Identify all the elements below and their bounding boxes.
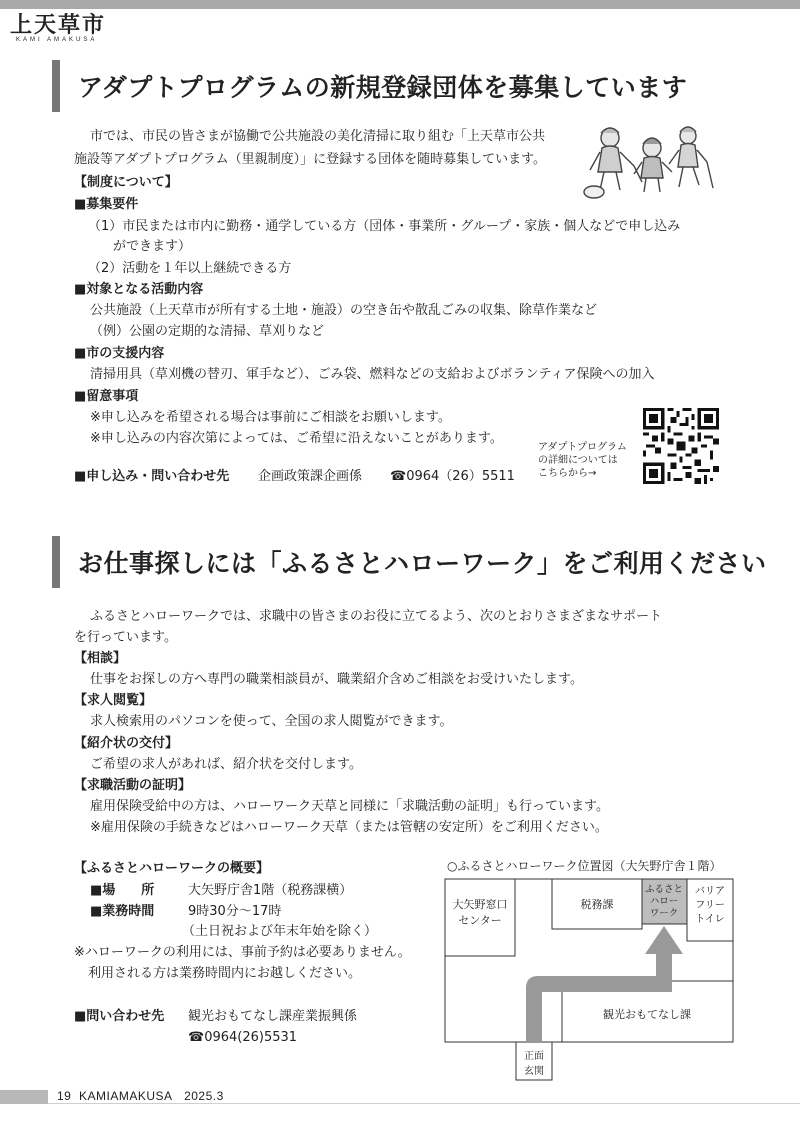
section1-intro-line2: 施設等アダプトプログラム（里親制度）」に登録する団体を随時募集しています。 [74, 152, 547, 167]
map-title: ○ふるさとハローワーク位置図（大矢野庁舎１階） [447, 859, 722, 873]
boshu-item1-cont: ができます） [113, 239, 192, 254]
city-logo [10, 14, 120, 42]
section2-intro-line1: ふるさとハローワークでは、求職中の皆さまのお役に立てるよう、次のとおりさまざまなサポート [90, 609, 663, 624]
footer-bar [0, 1090, 48, 1104]
footer-line [48, 1103, 800, 1104]
floor-map [444, 878, 734, 1081]
magazine-name: KAMIAMAKUSA [79, 1089, 173, 1103]
basho-label: ■場 所 [90, 883, 155, 898]
map-label-hellowork2: ハロー [649, 896, 679, 907]
kyujin-heading: 【求人閲覧】 [74, 693, 153, 708]
heading-bar [52, 60, 60, 112]
section1-intro-line1: 市では、市民の皆さまが協働で公共施設の美化清掃に取り組む「上天草市公共 [90, 129, 546, 144]
qr-note [538, 441, 627, 480]
map-label-hellowork3: ワーク [649, 908, 679, 919]
toiawase-tel: ☎0964(26)5531 [188, 1030, 298, 1045]
jikan-label: ■業務時間 [90, 904, 155, 919]
shokai-heading: 【紹介状の交付】 [74, 736, 179, 751]
section1-title: アダプトプログラムの新規登録団体を募集しています [78, 73, 688, 102]
map-label-madoguchi1: 大矢野窓口 [452, 899, 508, 911]
basho-value: 大矢野庁舎1階（税務課横） [188, 883, 353, 898]
section1-contact-label: ■申し込み・問い合わせ先 [74, 469, 230, 484]
section1-contact-dept: 企画政策課企画係 [258, 469, 363, 484]
section2-heading [52, 536, 767, 588]
map-label-hellowork1: ふるさと [644, 884, 684, 895]
footer [57, 1089, 224, 1103]
taisho-line2: （例）公園の定期的な清掃、草刈りなど [90, 324, 325, 339]
reservation-note2: 利用される方は業務時間内にお越しください。 [88, 966, 362, 981]
shomei-text1: 雇用保険受給中の方は、ハローワーク天草と同様に「求職活動の証明」も行っています。 [90, 799, 609, 814]
kyujin-text: 求人検索用のパソコンを使って、全国の求人閲覧ができます。 [90, 714, 453, 729]
qr-note-line1: アダプトプログラム [538, 442, 627, 453]
map-label-toilet2: フリー [695, 900, 725, 911]
boshu-item2: （2）活動を１年以上継続できる方 [88, 261, 292, 276]
volunteers-cleaning-illustration [580, 118, 718, 202]
ryui-line2: ※申し込みの内容次第によっては、ご希望に沿えないことがあります。 [90, 431, 503, 446]
section2-intro-line2: を行っています。 [74, 630, 177, 645]
issue-date: 2025.3 [184, 1089, 224, 1103]
boshu-heading: ■募集要件 [74, 197, 139, 212]
seido-heading: 【制度について】 [74, 175, 178, 190]
heading-bar [52, 536, 60, 588]
shien-heading: ■市の支援内容 [74, 346, 165, 361]
shomei-heading: 【求職活動の証明】 [74, 778, 192, 793]
ryui-heading: ■留意事項 [74, 389, 139, 404]
map-label-toilet1: バリア [695, 886, 725, 897]
logo-roman: KAMI AMAKUSA [16, 37, 98, 43]
section1-heading [52, 60, 687, 112]
reservation-note1: ※ハローワークの利用には、事前予約は必要ありません。 [74, 945, 411, 960]
map-label-entrance1: 正面 [524, 1051, 544, 1062]
section1-contact-tel: ☎0964（26）5511 [390, 469, 515, 484]
boshu-item1: （1）市民または市内に勤務・通学している方（団体・事業所・グループ・家族・個人などで申し込み [88, 219, 681, 234]
route-arrow [526, 926, 683, 1042]
taisho-line1: 公共施設（上天草市が所有する土地・施設）の空き缶や散乱ごみの収集、除草作業など [90, 303, 598, 318]
map-label-zeimu: 税務課 [580, 899, 614, 911]
jikan-value: 9時30分～17時 [188, 904, 282, 919]
soudan-text: 仕事をお探しの方へ専門の職業相談員が、職業紹介含めご相談をお受けいたします。 [90, 672, 583, 687]
shien-line1: 清掃用具（草刈機の替刃、軍手など）、ごみ袋、燃料などの支給およびボランティア保険への加入 [90, 367, 655, 382]
qr-code[interactable] [643, 408, 719, 484]
logo-kanji: 上天草市 [10, 12, 107, 38]
page-number: 19 [57, 1089, 72, 1103]
toiawase-dept: 観光おもてなし課産業振興係 [188, 1009, 358, 1024]
map-label-madoguchi2: センター [458, 915, 502, 927]
gaiyo-heading: 【ふるさとハローワークの概要】 [74, 861, 270, 876]
map-label-entrance2: 玄関 [524, 1066, 544, 1077]
toiawase-label: ■問い合わせ先 [74, 1009, 165, 1024]
map-label-toilet3: トイレ [695, 914, 725, 925]
ryui-line1: ※申し込みを希望される場合は事前にご相談をお願いします。 [90, 410, 451, 425]
soudan-heading: 【相談】 [74, 651, 127, 666]
section2-title: お仕事探しには「ふるさとハローワーク」をご利用ください [78, 549, 767, 578]
map-label-kanko: 観光おもてなし課 [603, 1009, 691, 1021]
shokai-text: ご希望の求人があれば、紹介状を交付します。 [90, 757, 362, 772]
jikan-note: （土日祝および年末年始を除く） [182, 924, 378, 939]
qr-note-line2: の詳細については [538, 455, 618, 466]
taisho-heading: ■対象となる活動内容 [74, 282, 204, 297]
shomei-text2: ※雇用保険の手続きなどはハローワーク天草（または管轄の安定所）をご利用ください。 [90, 820, 608, 835]
top-decor-bar [0, 0, 800, 9]
qr-note-line3: こちらから→ [538, 468, 597, 479]
